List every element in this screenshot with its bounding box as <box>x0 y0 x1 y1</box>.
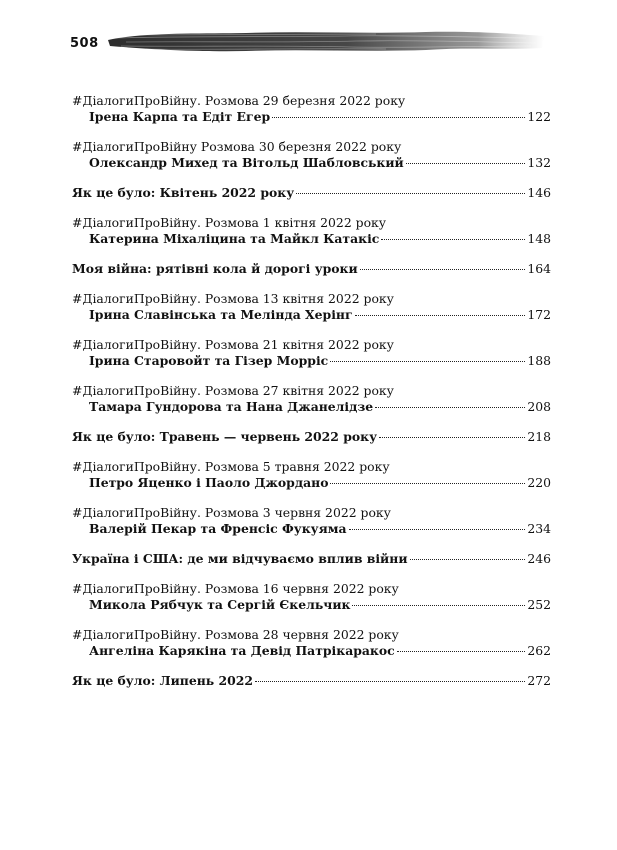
dot-leader <box>272 117 525 118</box>
toc-entry-row[interactable] <box>72 155 551 171</box>
toc-entry-title: Ірина Славінська та Мелінда Херінг <box>89 307 353 322</box>
toc-page-number: 188 <box>527 353 551 368</box>
toc-entry-title: Катерина Міхаліцина та Майкл Катакіс <box>89 231 380 246</box>
toc-entry-row[interactable] <box>72 475 551 491</box>
toc-entry <box>72 581 551 613</box>
table-of-contents <box>72 93 551 689</box>
toc-page-number: 218 <box>527 429 551 444</box>
toc-entry <box>72 215 551 247</box>
toc-entry-row[interactable] <box>72 643 551 659</box>
toc-section <box>72 673 551 689</box>
toc-entry-kicker: #ДіалогиПроВійну. Розмова 21 квітня 2022 року <box>72 337 394 352</box>
toc-entry-title: Олександр Михед та Вітольд Шабловський <box>89 155 404 170</box>
toc-page-number: 220 <box>527 475 551 490</box>
toc-section-row[interactable] <box>72 673 551 689</box>
dot-leader <box>381 239 525 240</box>
toc-entry <box>72 627 551 659</box>
dot-leader <box>255 681 525 682</box>
toc-section-title: Україна і США: де ми відчуваємо вплив війни <box>72 551 408 566</box>
toc-section <box>72 429 551 445</box>
page-header <box>0 28 617 54</box>
toc-entry-title: Тамара Гундорова та Нана Джанелідзе <box>89 399 374 414</box>
toc-section-title: Моя війна: рятівні кола й дорогі уроки <box>72 261 358 276</box>
dot-leader <box>397 651 526 652</box>
toc-entry <box>72 505 551 537</box>
toc-entry-title: Валерій Пекар та Френсіс Фукуяма <box>89 521 347 536</box>
toc-section-title: Як це було: Травень — червень 2022 року <box>72 429 378 444</box>
toc-entry <box>72 459 551 491</box>
dot-leader <box>406 163 526 164</box>
toc-entry-row[interactable] <box>72 353 551 369</box>
dot-leader <box>410 559 526 560</box>
toc-section <box>72 261 551 277</box>
toc-page-number: 208 <box>527 399 551 414</box>
toc-entry-kicker: #ДіалогиПроВійну. Розмова 16 червня 2022 року <box>72 581 399 596</box>
toc-section-title: Як це було: Квітень 2022 року <box>72 185 295 200</box>
toc-entry-title: Петро Яценко і Паоло Джордано <box>89 475 329 490</box>
toc-section-row[interactable] <box>72 261 551 277</box>
dot-leader <box>352 605 525 606</box>
toc-page-number: 252 <box>527 597 551 612</box>
toc-page-number: 146 <box>527 185 551 200</box>
toc-entry-row[interactable] <box>72 597 551 613</box>
toc-page-number: 164 <box>527 261 551 276</box>
toc-section <box>72 185 551 201</box>
toc-page-number: 234 <box>527 521 551 536</box>
toc-section <box>72 551 551 567</box>
toc-section-row[interactable] <box>72 429 551 445</box>
toc-entry <box>72 291 551 323</box>
toc-entry-kicker: #ДіалогиПроВійну. Розмова 1 квітня 2022 року <box>72 215 387 230</box>
toc-entry <box>72 383 551 415</box>
toc-entry-row[interactable] <box>72 307 551 323</box>
toc-page-number: 132 <box>527 155 551 170</box>
dot-leader <box>355 315 526 316</box>
toc-entry-title: Ангеліна Карякіна та Девід Патрікаракос <box>89 643 395 658</box>
toc-page-number: 172 <box>527 307 551 322</box>
toc-section-row[interactable] <box>72 185 551 201</box>
toc-entry-kicker: #ДіалогиПроВійну. Розмова 3 червня 2022 року <box>72 505 391 520</box>
toc-entry-kicker: #ДіалогиПроВійну. Розмова 29 березня 2022 року <box>72 93 406 108</box>
toc-section-title: Як це було: Липень 2022 <box>72 673 254 688</box>
dot-leader <box>330 361 525 362</box>
toc-page-number: 148 <box>527 231 551 246</box>
toc-entry-kicker: #ДіалогиПроВійну. Розмова 5 травня 2022 року <box>72 459 390 474</box>
dot-leader <box>379 437 525 438</box>
dot-leader <box>375 407 525 408</box>
toc-entry-title: Ірина Старовойт та Гізер Морріс <box>89 353 329 368</box>
toc-entry-row[interactable] <box>72 231 551 247</box>
toc-entry <box>72 337 551 369</box>
page-number: 508 <box>70 36 99 51</box>
dot-leader <box>330 483 525 484</box>
toc-page-number: 262 <box>527 643 551 658</box>
toc-entry <box>72 93 551 125</box>
dot-leader <box>296 193 525 194</box>
dot-leader <box>360 269 526 270</box>
dot-leader <box>349 529 526 530</box>
toc-entry-kicker: #ДіалогиПроВійну. Розмова 28 червня 2022 року <box>72 627 399 642</box>
toc-page-number: 246 <box>527 551 551 566</box>
toc-entry-kicker: #ДіалогиПроВійну. Розмова 27 квітня 2022 року <box>72 383 394 398</box>
toc-entry-kicker: #ДіалогиПроВійну Розмова 30 березня 2022 року <box>72 139 402 154</box>
toc-entry-title: Ірена Карпа та Едіт Егер <box>89 109 271 124</box>
toc-entry-kicker: #ДіалогиПроВійну. Розмова 13 квітня 2022 року <box>72 291 394 306</box>
toc-entry-row[interactable] <box>72 521 551 537</box>
toc-entry-row[interactable] <box>72 109 551 125</box>
toc-entry-title: Микола Рябчук та Сергій Єкельчик <box>89 597 351 612</box>
toc-page-number: 272 <box>527 673 551 688</box>
toc-section-row[interactable] <box>72 551 551 567</box>
brush-stroke-decoration <box>106 28 546 54</box>
toc-entry <box>72 139 551 171</box>
toc-page-number: 122 <box>527 109 551 124</box>
toc-entry-row[interactable] <box>72 399 551 415</box>
